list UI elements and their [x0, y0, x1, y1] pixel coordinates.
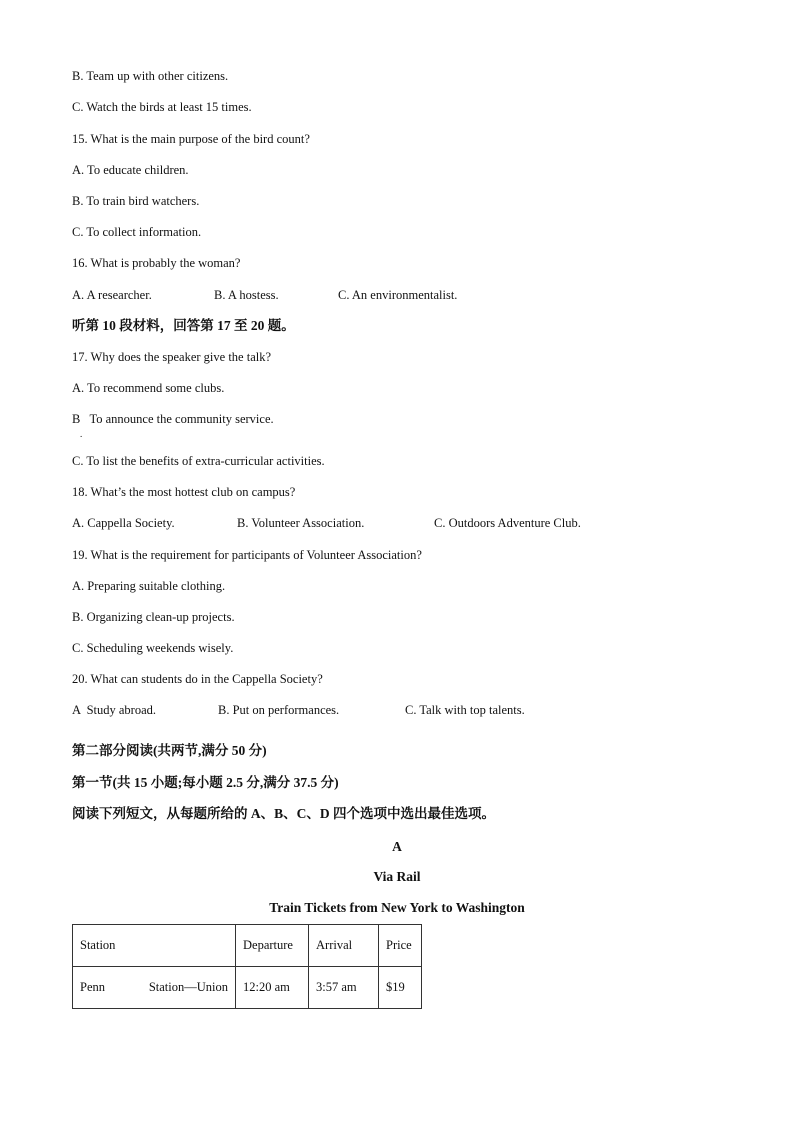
part2-heading: 第二部分阅读(共两节,满分 50 分)	[72, 743, 267, 758]
q20-option-c: C. Talk with top talents.	[405, 703, 525, 717]
header-station: Station	[73, 925, 236, 967]
q17-question: 17. Why does the speaker give the talk?	[72, 350, 272, 364]
q20-options	[72, 702, 722, 718]
q16-option-c: C. An environmentalist.	[338, 288, 458, 302]
section10-heading: 听第 10 段材料，回答第 17 至 20 题。	[72, 318, 295, 333]
q17-option-b: B To announce the community service.	[72, 412, 274, 426]
header-departure: Departure	[236, 925, 309, 967]
q15-option-b: B. To train bird watchers.	[72, 194, 200, 208]
q16-option-b: B. A hostess.	[214, 288, 279, 302]
table-header-row	[73, 925, 422, 967]
cell-arrival: 3:57 am	[309, 967, 379, 1009]
header-price: Price	[379, 925, 422, 967]
q15-question: 15. What is the main purpose of the bird count?	[72, 132, 310, 146]
q20-option-a: A Study abroad.	[72, 703, 157, 717]
q15-option-a: A. To educate children.	[72, 163, 189, 177]
q15-option-c: C. To collect information.	[72, 225, 202, 239]
part2-instructions: 阅读下列短文，从每题所给的 A、B、C、D 四个选项中选出最佳选项。	[72, 806, 496, 821]
q19-option-a: A. Preparing suitable clothing.	[72, 579, 226, 593]
q19-option-b: B. Organizing clean-up projects.	[72, 610, 235, 624]
cell-price: $19	[379, 967, 422, 1009]
passage-subtitle: Train Tickets from New York to Washington	[269, 900, 525, 915]
q14-option-c: C. Watch the birds at least 15 times.	[72, 100, 252, 114]
q17-option-b-dot: .	[80, 429, 83, 439]
q19-option-c: C. Scheduling weekends wisely.	[72, 641, 234, 655]
q16-option-a: A. A researcher.	[72, 288, 152, 302]
cell-station	[73, 967, 236, 1009]
q16-options	[72, 287, 722, 303]
q17-option-a: A. To recommend some clubs.	[72, 381, 225, 395]
cell-departure: 12:20 am	[236, 967, 309, 1009]
q16-question: 16. What is probably the woman?	[72, 256, 241, 270]
passage-label: A	[392, 839, 402, 854]
q18-option-b: B. Volunteer Association.	[237, 516, 365, 530]
q20-option-b: B. Put on performances.	[218, 703, 340, 717]
q18-option-a: A. Cappella Society.	[72, 516, 175, 530]
train-tickets-table	[72, 924, 422, 1009]
q20-question: 20. What can students do in the Cappella Society?	[72, 672, 323, 686]
q18-question: 18. What’s the most hottest club on campus?	[72, 485, 296, 499]
q17-option-c: C. To list the benefits of extra-curricular activities.	[72, 454, 325, 468]
header-arrival: Arrival	[309, 925, 379, 967]
q14-option-b: B. Team up with other citizens.	[72, 69, 229, 83]
q18-option-c: C. Outdoors Adventure Club.	[434, 516, 581, 530]
passage-title: Via Rail	[373, 869, 421, 884]
table-row	[73, 967, 422, 1009]
q19-question: 19. What is the requirement for participants of Volunteer Association?	[72, 548, 422, 562]
q18-options	[72, 515, 722, 531]
part2-section1: 第一节(共 15 小题;每小题 2.5 分,满分 37.5 分)	[72, 775, 339, 790]
cell-station-from: Penn	[80, 980, 105, 994]
cell-station-to: Station—Union	[148, 980, 228, 994]
